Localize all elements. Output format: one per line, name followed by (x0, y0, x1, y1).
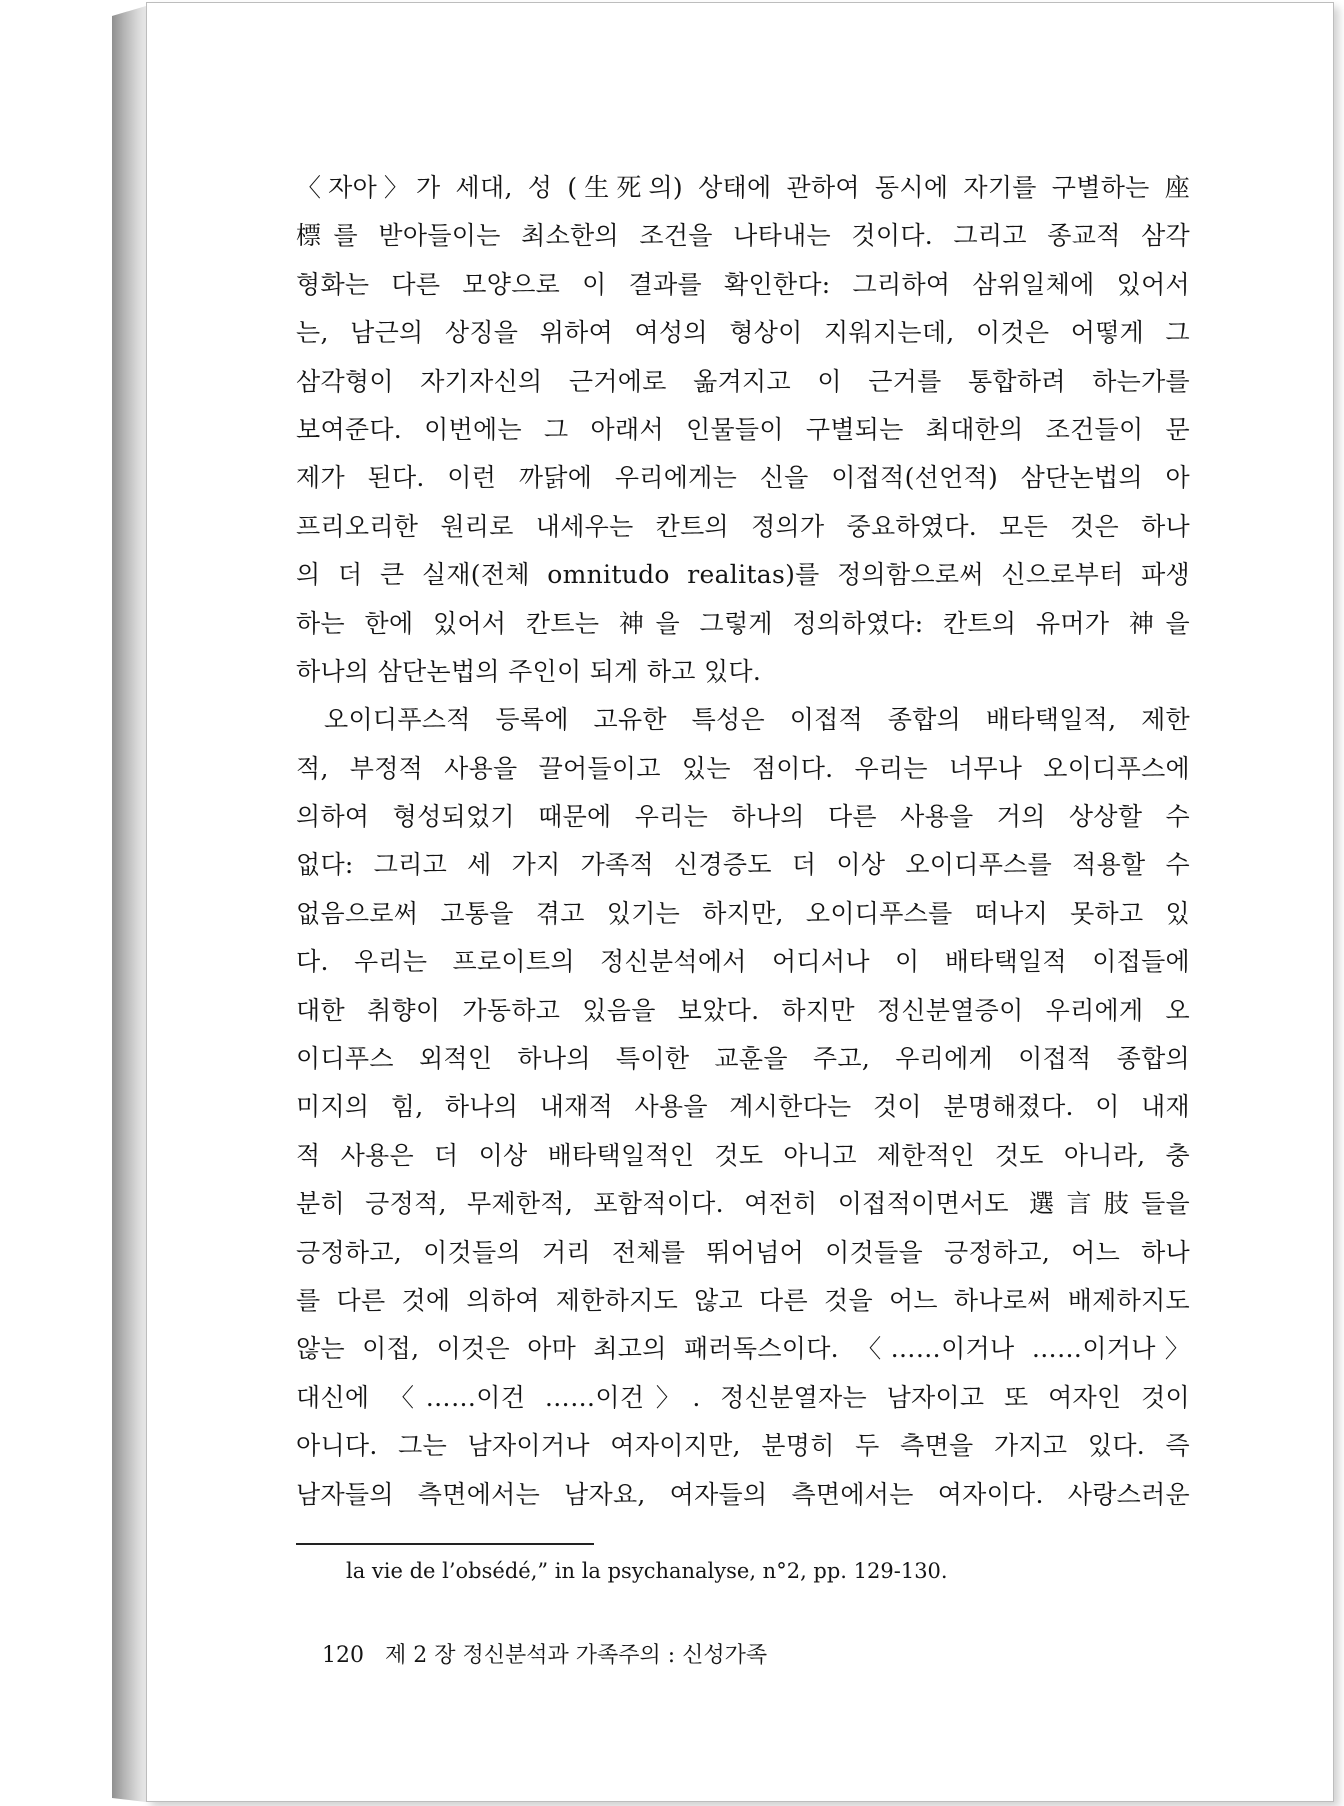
text-line: 대신에 〈……이건 ……이건〉. 정신분열자는 남자이고 또 여자인 것이 (296, 1382, 1190, 1412)
page-number: 120 (322, 1643, 364, 1668)
text-line: 하나의 삼단논법의 주인이 되게 하고 있다. (296, 656, 762, 686)
text-line: 는, 남근의 상징을 위하여 여성의 형상이 지워지는데, 이것은 어떻게 그 (296, 318, 1190, 348)
text-line: 삼각형이 자기자신의 근거에로 옮겨지고 이 근거를 통합하려 하는가를 (296, 366, 1190, 396)
text-line: 이디푸스 외적인 하나의 특이한 교훈을 주고, 우리에게 이접적 종합의 (296, 1044, 1190, 1074)
text-line: 프리오리한 원리로 내세우는 칸트의 정의가 중요하였다. 모든 것은 하나 (296, 511, 1190, 541)
text-line: 다. 우리는 프로이트의 정신분석에서 어디서나 이 배타택일적 이접들에 (296, 947, 1190, 977)
text-line: 의하여 형성되었기 때문에 우리는 하나의 다른 사용을 거의 상상할 수 (296, 802, 1190, 832)
text-line: 〈자아〉가 세대, 성 (生死의) 상태에 관하여 동시에 자기를 구별하는 座 (296, 173, 1190, 202)
footnote-divider (296, 1543, 594, 1545)
text-line: 하는 한에 있어서 칸트는 神을 그렇게 정의하였다: 칸트의 유머가 神을 (296, 608, 1190, 638)
text-line: 적 사용은 더 이상 배타택일적인 것도 아니고 제한적인 것도 아니라, 충 (296, 1140, 1190, 1170)
text-line: 없음으로써 고통을 겪고 있기는 하지만, 오이디푸스를 떠나지 못하고 있 (296, 898, 1190, 928)
text-line: 제가 된다. 이런 까닭에 우리에게는 신을 이접적(선언적) 삼단논법의 아 (296, 463, 1190, 493)
text-line: 긍정하고, 이것들의 거리 전체를 뛰어넘어 이것들을 긍정하고, 어느 하나 (296, 1237, 1190, 1267)
footnote: la vie de l’obsédé,” in la psychanalyse, n°2, pp. 129-130. (346, 1559, 948, 1583)
running-footer (322, 1641, 767, 1671)
text-line: 미지의 힘, 하나의 내재적 사용을 계시한다는 것이 분명해졌다. 이 내재 (296, 1092, 1190, 1122)
text-line: 않는 이접, 이것은 아마 최고의 패러독스이다. 〈……이거나 ……이거나〉 (296, 1334, 1190, 1364)
text-line: 적, 부정적 사용을 끌어들이고 있는 점이다. 우리는 너무나 오이디푸스에 (296, 753, 1190, 783)
text-line: 없다: 그리고 세 가지 가족적 신경증도 더 이상 오이디푸스를 적용할 수 (296, 850, 1190, 880)
chapter-title: 제 2 장 정신분석과 가족주의 : 신성가족 (385, 1643, 768, 1668)
text-line: 남자들의 측면에서는 남자요, 여자들의 측면에서는 여자이다. 사랑스러운 (296, 1479, 1190, 1509)
text-line: 대한 취향이 가동하고 있음을 보았다. 하지만 정신분열증이 우리에게 오 (296, 995, 1190, 1025)
text-line-paragraph-start: 오이디푸스적 등록에 고유한 특성은 이접적 종합의 배타택일적, 제한 (324, 705, 1190, 735)
book-spine-edge (112, 6, 146, 1802)
text-line: 의 더 큰 실재(전체 omnitudo realitas)를 정의함으로써 신으로부터 파생 (296, 560, 1190, 590)
text-line: 분히 긍정적, 무제한적, 포함적이다. 여전히 이접적이면서도 選言肢들을 (296, 1189, 1190, 1219)
body-text (296, 164, 1190, 1519)
text-line: 아니다. 그는 남자이거나 여자이지만, 분명히 두 측면을 가지고 있다. 즉 (296, 1431, 1190, 1461)
text-line: 보여준다. 이번에는 그 아래서 인물들이 구별되는 최대한의 조건들이 문 (296, 414, 1190, 444)
text-line: 標를 받아들이는 최소한의 조건을 나타내는 것이다. 그리고 종교적 삼각 (296, 221, 1190, 251)
text-line: 를 다른 것에 의하여 제한하지도 않고 다른 것을 어느 하나로써 배제하지도 (296, 1285, 1190, 1315)
text-line: 형화는 다른 모양으로 이 결과를 확인한다: 그리하여 삼위일체에 있어서 (296, 269, 1190, 299)
